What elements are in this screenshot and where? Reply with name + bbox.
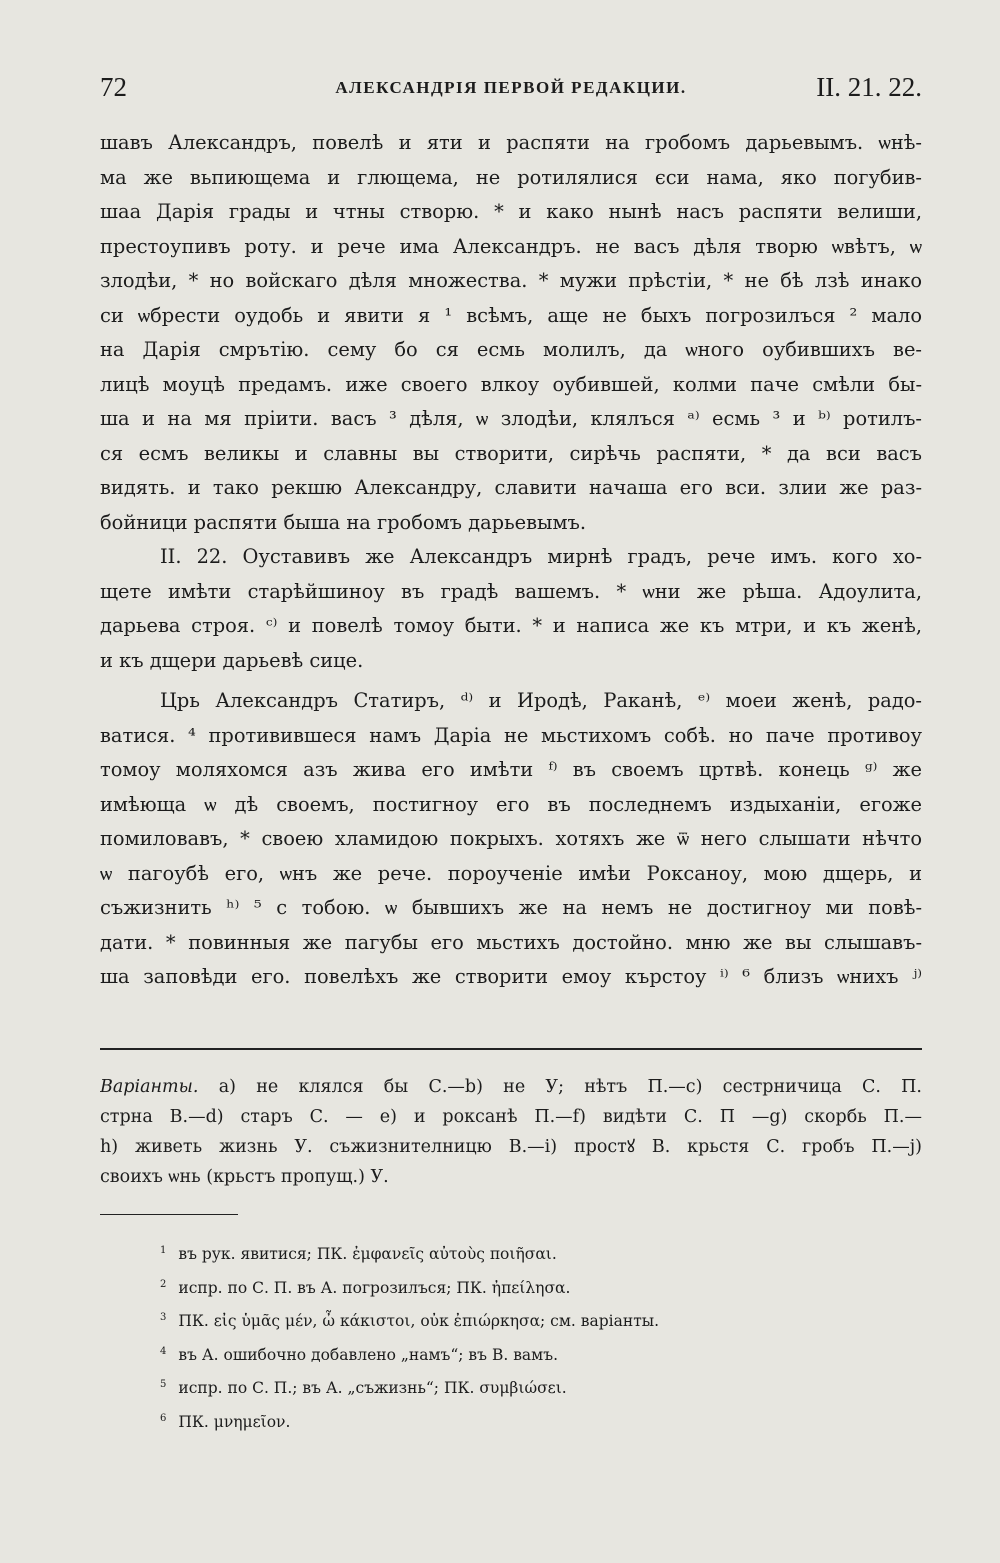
running-title: АЛЕКСАНДРІЯ ПЕРВОЙ РЕДАКЦИИ. xyxy=(335,78,687,97)
text-line: на Дарія смрътію. сему бо ся есмь молилъ, да ѡного оубившихъ ве- xyxy=(100,338,922,361)
letter-line: ватися. ⁴ противившеся намъ Даріа не мьстихомъ собѣ. но паче противоу xyxy=(100,723,922,747)
text-line: Оуставивъ же Александръ мирнѣ градъ, рече имъ. кого хо- xyxy=(242,545,922,568)
text-line: дарьева строя. ᶜ⁾ и повелѣ томоу быти. * и написа же къ мтри, и къ женѣ, xyxy=(100,614,922,637)
letter-line: имѣюща ѡ дѣ своемъ, постигноу его въ последнемъ издыханіи, егоже xyxy=(100,792,922,816)
section-first-line xyxy=(100,540,922,575)
letter-line: ѡ пагоубѣ его, ѡнъ же рече. пороученіе имѣи Роксаноу, мою дщерь, и xyxy=(100,861,922,885)
text-line: лицѣ моуцѣ предамъ. иже своего влкоу оубившей, колми паче смѣли бы- xyxy=(100,372,922,396)
text-line: шаа Дарія грады и чтны створю. * и како нынѣ насъ распяти велиши, xyxy=(100,200,922,223)
variants-line: стрна В.—d) старъ С. — e) и роксанѣ П.—f) видѣти С. П —g) скорбь П.— xyxy=(100,1107,922,1127)
text-line: ма же вьпиющема и глющема, не ротилялися єси нама, яко погубив- xyxy=(100,165,922,189)
footnote xyxy=(160,1404,860,1438)
footnote xyxy=(160,1236,860,1270)
text-line: бойници распяти быша на гробомъ дарьевымъ. xyxy=(100,510,587,534)
text-line: злодѣи, * но войскаго дѣля множества. * мужи прѣстіи, * не бѣ лзѣ инако xyxy=(100,269,922,292)
footnote-divider xyxy=(100,1214,238,1215)
variants-line: Варіанты. а) не клялся бы С.—b) не У; нѣтъ П.—c) сестрничица С. П. xyxy=(100,1077,922,1097)
letter-line: томоу моляхомся азъ жива его имѣти ᶠ⁾ въ своемъ цртвѣ. конець ᵍ⁾ же xyxy=(100,758,922,781)
footnote-mark: 5 xyxy=(160,1379,167,1390)
letter-line: Црь Александръ Статиръ, ᵈ⁾ и Иродѣ, Раканѣ, ᵉ⁾ моеи женѣ, радо- xyxy=(160,689,922,712)
text-line: ша и на мя пріити. васъ ³ дѣля, ѡ злодѣи, клялъся ᵃ⁾ есмь ³ и ᵇ⁾ ротилъ- xyxy=(100,407,922,430)
footnote-text: испр. по С. П.; въ А. „съжизнь“; ПК. συμβιώσει. xyxy=(178,1379,567,1397)
section-reference: II. 21. 22. xyxy=(816,72,922,102)
footnote xyxy=(160,1370,860,1404)
footnote-text: въ рук. явитися; ПК. ἐμφανεῖς αὐτοὺς ποιῆσαι. xyxy=(178,1245,557,1263)
variants-label: Варіанты. xyxy=(100,1077,199,1097)
footnote-mark: 1 xyxy=(160,1245,167,1256)
letter-line: дати. * повинныя же пагубы его мьстихъ достойно. мню же вы слышавъ- xyxy=(100,930,922,954)
text-line: и къ дщери дарьевѣ сице. xyxy=(100,648,364,672)
variants-line: h) живеть жизнь У. съжизнителницю В.—i) простꙋ В. крьстя С. гробъ П.—j) xyxy=(100,1137,922,1157)
text-line: шавъ Александръ, повелѣ и яти и распяти на гробомъ дарьевымъ. ѡнѣ- xyxy=(100,131,922,154)
footnotes xyxy=(160,1236,860,1437)
footnote-mark: 6 xyxy=(160,1412,167,1424)
running-header xyxy=(100,72,922,106)
footnote xyxy=(160,1270,860,1304)
section-divider xyxy=(100,1048,922,1050)
footnote-text: испр. по С. П. въ А. погрозилъся; ПК. ἠπείλησα. xyxy=(178,1278,571,1297)
letter-line: съжизнить ʰ⁾ ⁵ с тобою. ѡ бывшихъ же на немъ не достигноу ми повѣ- xyxy=(100,896,922,919)
footnote-text: ПК. εἰς ὑμᾶς μέν, ὦ κάκιστοι, οὐκ ἐπιώρκησα; см. варіанты. xyxy=(178,1312,660,1330)
main-text xyxy=(100,126,922,995)
footnote-text: ПК. μνημεῖον. xyxy=(178,1412,291,1431)
page-number: 72 xyxy=(100,72,127,102)
letter-line: помиловавъ, * своею хламидою покрыхъ. хотяхъ же ѿ него слышати нѣчто xyxy=(100,827,922,850)
variants-line: своихъ ѡнь (крьстъ пропущ.) У. xyxy=(100,1167,389,1187)
text-line: щете имѣти старѣйшиноу въ градѣ вашемъ. * ѡни же рѣша. Адоулита, xyxy=(100,579,922,603)
text-line: си ѡбрести оудобь и явити я ¹ всѣмъ, аще не быхъ погрозилъся ² мало xyxy=(100,303,922,327)
variants-apparatus xyxy=(100,1072,922,1192)
footnote-mark: 3 xyxy=(160,1312,167,1323)
footnote xyxy=(160,1303,860,1337)
footnote-text: въ А. ошибочно добавлено „намъ“; въ В. вамъ. xyxy=(178,1345,559,1364)
text-line: престоупивъ роту. и рече има Александръ. не васъ дѣля творю ѡвѣтъ, ѡ xyxy=(100,234,922,258)
footnote xyxy=(160,1337,860,1371)
text-line: видять. и тако рекшю Александру, славити начаша его вси. злии же раз- xyxy=(100,476,922,499)
footnote-mark: 4 xyxy=(160,1345,167,1357)
section-heading: II. 22. xyxy=(160,545,228,568)
footnote-mark: 2 xyxy=(160,1278,167,1290)
letter-line: ша заповѣди его. повелѣхъ же створити емоу кърстоу ⁱ⁾ ⁶ близъ ѡнихъ ʲ⁾ xyxy=(100,965,922,988)
text-line: ся есмъ великы и славны вы створити, сирѣчь распяти, * да вси васъ xyxy=(100,441,922,465)
